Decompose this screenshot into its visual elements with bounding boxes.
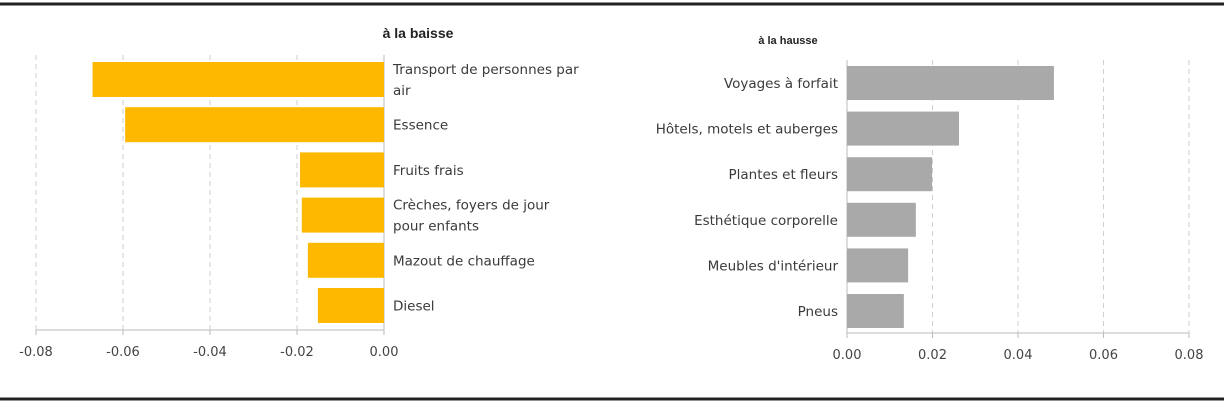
tick-label: 0.06: [1089, 348, 1118, 363]
bar: [300, 152, 384, 187]
left-chart-title: à la baisse: [382, 25, 454, 41]
category-label: Fruits frais: [393, 162, 464, 179]
right-chart-title: à la hausse: [758, 35, 818, 47]
bar: [847, 157, 932, 191]
category-label: Plantes et fleurs: [728, 167, 838, 184]
category-label: Meubles d'intérieur: [707, 258, 838, 275]
bar: [308, 243, 384, 278]
category-label: Essence: [393, 117, 449, 134]
bar: [847, 66, 1054, 100]
bar: [847, 112, 959, 146]
category-label: Esthétique corporelle: [694, 212, 838, 229]
category-label: Diesel: [393, 298, 435, 315]
category-label: Pneus: [797, 304, 838, 320]
category-label: pour enfants: [393, 218, 479, 235]
bar: [302, 198, 384, 233]
category-label: Hôtels, motels et auberges: [655, 121, 838, 138]
category-label: air: [393, 83, 411, 99]
bar: [847, 294, 904, 328]
bar: [93, 62, 384, 97]
bar: [125, 107, 384, 142]
tick-label: -0.06: [106, 345, 140, 360]
tick-label: -0.04: [193, 345, 227, 360]
tick-label: 0.04: [1003, 348, 1033, 363]
tick-label: 0.02: [918, 348, 947, 363]
bar: [318, 288, 384, 323]
bar: [847, 248, 908, 282]
tick-label: 0.00: [369, 345, 399, 360]
tick-label: -0.02: [280, 345, 314, 360]
tick-label: -0.08: [19, 345, 53, 360]
category-label: Voyages à forfait: [723, 76, 838, 92]
tick-label: 0.08: [1174, 348, 1204, 363]
category-label: Crèches, foyers de jour: [393, 197, 550, 214]
category-label: Mazout de chauffage: [393, 253, 535, 270]
category-label: Transport de personnes par: [393, 62, 579, 78]
tick-label: 0.00: [832, 348, 862, 363]
bar: [847, 203, 916, 237]
